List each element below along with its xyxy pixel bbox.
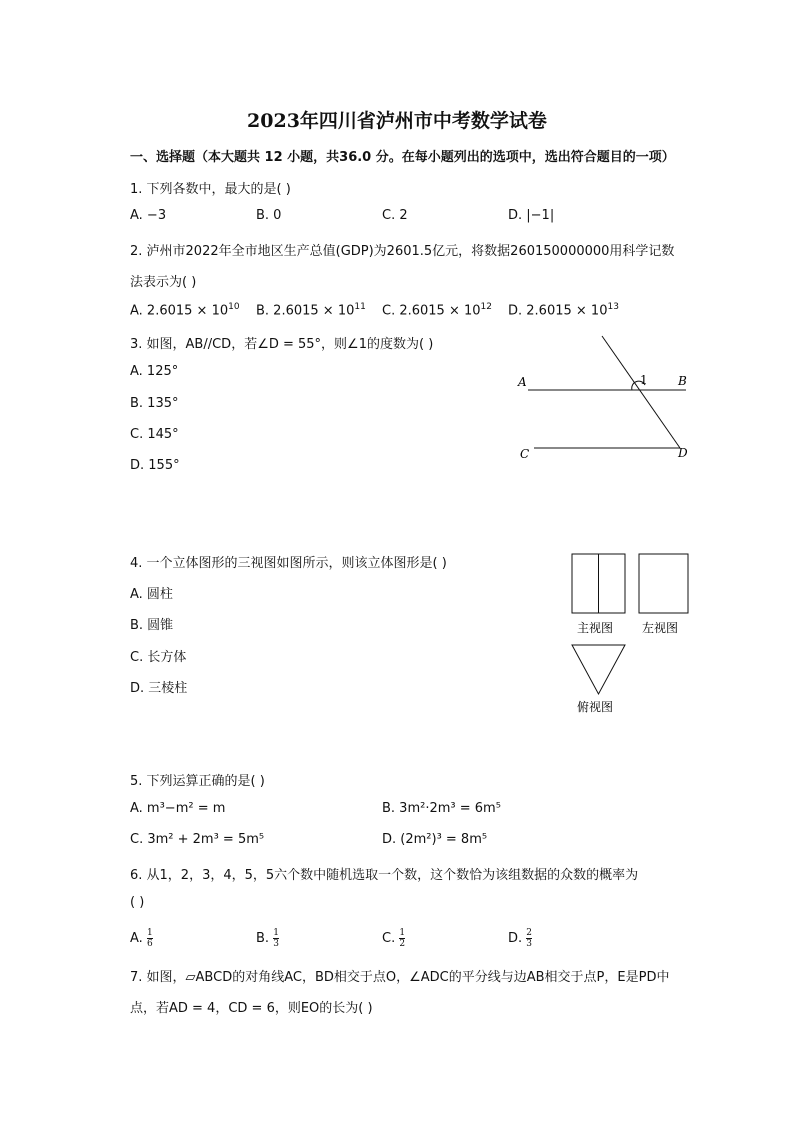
question-3-stem: 3. 如图，AB//CD，若∠D = 55°，则∠1的度数为( ) (130, 337, 434, 352)
question-6-stem-line1: 6. 从1，2，3，4，5，5六个数中随机选取一个数，这个数恰为该组数据的众数的概率为 (130, 868, 639, 883)
q6-option-a: A. $\frac{1}{6}$ (130, 928, 153, 949)
question-1-stem: 1. 下列各数中，最大的是( ) (130, 182, 291, 197)
q4-option-b: B. 圆锥 (130, 618, 174, 633)
label-c: C (520, 447, 530, 461)
q5-option-a: A. m³−m² = m (130, 801, 226, 816)
top-view-triangle (572, 645, 625, 694)
q3-option-d: D. 155° (130, 458, 180, 473)
label-d: D (678, 446, 688, 460)
q2-option-d: D. $2.6015 \times 10^{13}$ (508, 302, 619, 319)
label-angle-1: 1 (640, 373, 648, 387)
front-view-label: 主视图 (577, 621, 614, 635)
q2-option-c: C. $2.6015 \times 10^{12}$ (382, 302, 492, 319)
q6-option-c: C. $\frac{1}{2}$ (382, 928, 406, 949)
q6-option-b: B. $\frac{1}{3}$ (256, 928, 279, 949)
transversal-line (602, 336, 680, 448)
question-5-stem: 5. 下列运算正确的是( ) (130, 774, 265, 789)
question-2-stem-line2: 法表示为( ) (130, 275, 197, 290)
q2-option-b: B. $2.6015 \times 10^{11}$ (256, 302, 366, 319)
q1-option-b: B. 0 (256, 208, 282, 223)
q5-option-c: C. 3m² + 2m³ = 5m⁵ (130, 832, 265, 847)
question-2-stem-line1: 2. 泸州市2022年全市地区生产总值(GDP)为2601.5亿元，将数据260150000000用科学记数 (130, 244, 675, 259)
q4-option-c: C. 长方体 (130, 650, 187, 665)
q4-option-d: D. 三棱柱 (130, 681, 188, 696)
q5-option-b: B. 3m²·2m³ = 6m⁵ (382, 801, 501, 816)
q1-option-a: A. −3 (130, 208, 167, 223)
label-a: A (518, 375, 527, 389)
q6-option-d: D. $\frac{2}{3}$ (508, 928, 533, 949)
left-view-rect (639, 554, 688, 613)
q1-option-c: C. 2 (382, 208, 408, 223)
q1-option-d: D. |−1| (508, 208, 555, 223)
question-7-stem-line1: 7. 如图，▱ABCD的对角线AC，BD相交于点O，∠ADC的平分线与边AB相交于点P，E是PD中 (130, 970, 670, 985)
parallel-lines-figure (510, 330, 700, 470)
page-title: 2023年四川省泸州市中考数学试卷 (247, 110, 547, 132)
q3-option-b: B. 135° (130, 396, 179, 411)
section-heading: 一、选择题（本大题共 12 小题，共36.0 分。在每小题列出的选项中，选出符合题目的一项） (130, 150, 675, 165)
q2-option-a: A. $2.6015 \times 10^{10}$ (130, 302, 240, 319)
q5-option-d: D. (2m²)³ = 8m⁵ (382, 832, 488, 847)
question-6-stem-line2: ( ) (130, 895, 145, 910)
q3-option-a: A. 125° (130, 364, 179, 379)
question-7-stem-line2: 点，若AD = 4，CD = 6，则EO的长为( ) (130, 1001, 373, 1016)
q4-option-a: A. 圆柱 (130, 587, 173, 602)
left-view-label: 左视图 (642, 621, 679, 635)
top-view-label: 俯视图 (577, 700, 614, 714)
q3-option-c: C. 145° (130, 427, 179, 442)
question-4-stem: 4. 一个立体图形的三视图如图所示，则该立体图形是( ) (130, 556, 447, 571)
three-views-figure (566, 548, 696, 718)
label-b: B (678, 374, 687, 388)
